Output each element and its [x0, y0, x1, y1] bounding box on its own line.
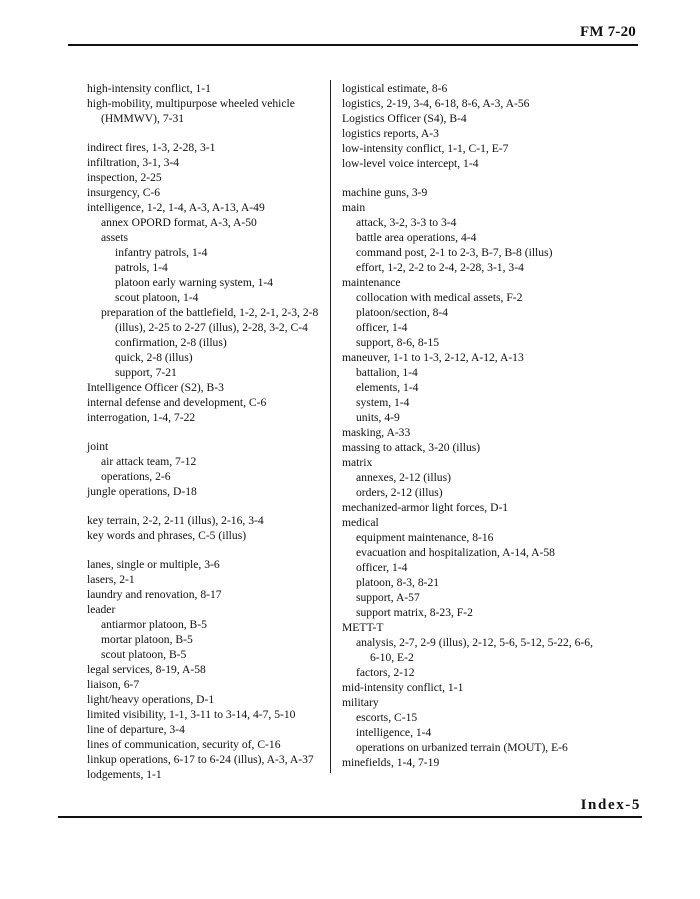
index-entry: key words and phrases, C-5 (illus)	[87, 529, 247, 542]
index-entry: minefields, 1-4, 7-19	[342, 756, 440, 769]
index-subentry: intelligence, 1-4	[356, 726, 432, 739]
index-subentry: operations, 2-6	[101, 470, 171, 483]
index-entry: main	[342, 201, 366, 214]
index-entry: legal services, 8-19, A-58	[87, 663, 206, 676]
index-entry: inspection, 2-25	[87, 171, 162, 184]
index-subentry: support matrix, 8-23, F-2	[356, 606, 473, 619]
index-entry: limited visibility, 1-1, 3-11 to 3-14, 4-7, 5-10	[87, 708, 296, 721]
index-entry: mid-intensity conflict, 1-1	[342, 681, 464, 694]
index-entry: Intelligence Officer (S2), B-3	[87, 381, 224, 394]
index-entry: high-intensity conflict, 1-1	[87, 82, 211, 95]
index-subentry: support, 7-21	[115, 366, 177, 379]
index-subentry: assets	[101, 231, 129, 244]
index-entry: mechanized-armor light forces, D-1	[342, 501, 509, 514]
header-rule	[68, 44, 638, 46]
index-subentry: officer, 1-4	[356, 561, 408, 574]
index-subentry: scout platoon, 1-4	[115, 291, 199, 304]
index-entry: laundry and renovation, 8-17	[87, 588, 222, 601]
index-subentry: elements, 1-4	[356, 381, 419, 394]
index-subentry: system, 1-4	[356, 396, 410, 409]
index-subentry: battalion, 1-4	[356, 366, 418, 379]
index-entry: maintenance	[342, 276, 401, 289]
index-subentry: attack, 3-2, 3-3 to 3-4	[356, 216, 457, 229]
index-entry: matrix	[342, 456, 373, 469]
index-entry: Logistics Officer (S4), B-4	[342, 112, 467, 125]
index-subentry: scout platoon, B-5	[101, 648, 187, 661]
index-subentry: platoon/section, 8-4	[356, 306, 449, 319]
index-subentry: annex OPORD format, A-3, A-50	[101, 216, 257, 229]
index-column-right	[342, 81, 600, 770]
column-divider	[330, 80, 331, 773]
index-entry: liaison, 6-7	[87, 678, 140, 691]
index-subentry: equipment maintenance, 8-16	[356, 531, 494, 544]
index-entry: machine guns, 3-9	[342, 186, 428, 199]
index-subentry: support, 8-6, 8-15	[356, 336, 440, 349]
footer-rule	[58, 816, 642, 818]
index-subentry: air attack team, 7-12	[101, 455, 197, 468]
index-subentry: effort, 1-2, 2-2 to 2-4, 2-28, 3-1, 3-4	[356, 261, 524, 274]
index-subentry: support, A-57	[356, 591, 420, 604]
index-entry: high-mobility, multipurpose wheeled vehicle (HMMWV), 7-31	[87, 97, 295, 125]
index-entry: low-level voice intercept, 1-4	[342, 157, 479, 170]
index-subentry: escorts, C-15	[356, 711, 418, 724]
index-subentry: antiarmor platoon, B-5	[101, 618, 207, 631]
index-entry: line of departure, 3-4	[87, 723, 185, 736]
index-entry: interrogation, 1-4, 7-22	[87, 411, 196, 424]
index-subentry: evacuation and hospitalization, A-14, A-58	[356, 546, 555, 559]
index-subentry: patrols, 1-4	[115, 261, 168, 274]
index-subentry: analysis, 2-7, 2-9 (illus), 2-12, 5-6, 5-12, 5-22, 6-6, 6-10, E-2	[356, 636, 593, 664]
index-subentry: confirmation, 2-8 (illus)	[115, 336, 227, 349]
index-subentry: battle area operations, 4-4	[356, 231, 477, 244]
index-entry: maneuver, 1-1 to 1-3, 2-12, A-12, A-13	[342, 351, 524, 364]
index-subentry: platoon early warning system, 1-4	[115, 276, 274, 289]
index-entry: jungle operations, D-18	[87, 485, 197, 498]
index-entry: intelligence, 1-2, 1-4, A-3, A-13, A-49	[87, 201, 265, 214]
index-entry: massing to attack, 3-20 (illus)	[342, 441, 481, 454]
index-subentry: quick, 2-8 (illus)	[115, 351, 193, 364]
index-entry: light/heavy operations, D-1	[87, 693, 215, 706]
index-entry: insurgency, C-6	[87, 186, 161, 199]
document-designation: FM 7-20	[580, 24, 636, 40]
index-subentry: preparation of the battlefield, 1-2, 2-1, 2-3, 2-8 (illus), 2-25 to 2-27 (illus), 2-28, 3-2, C-4	[101, 306, 319, 334]
index-entry: key terrain, 2-2, 2-11 (illus), 2-16, 3-4	[87, 514, 264, 527]
index-entry: masking, A-33	[342, 426, 411, 439]
index-subentry: operations on urbanized terrain (MOUT), E-6	[356, 741, 568, 754]
index-entry: medical	[342, 516, 379, 529]
index-entry: logistical estimate, 8-6	[342, 82, 448, 95]
index-entry: infiltration, 3-1, 3-4	[87, 156, 180, 169]
index-subentry: collocation with medical assets, F-2	[356, 291, 523, 304]
page-number: Index-5	[580, 797, 641, 813]
index-subentry: officer, 1-4	[356, 321, 408, 334]
index-entry: lanes, single or multiple, 3-6	[87, 558, 220, 571]
index-entry: linkup operations, 6-17 to 6-24 (illus), A-3, A-37	[87, 753, 314, 766]
index-entry: lasers, 2-1	[87, 573, 135, 586]
index-entry: METT-T	[342, 621, 384, 634]
index-entry: internal defense and development, C-6	[87, 396, 267, 409]
index-entry: logistics reports, A-3	[342, 127, 439, 140]
index-subentry: orders, 2-12 (illus)	[356, 486, 443, 499]
index-entry: lodgements, 1-1	[87, 768, 162, 781]
index-entry: military	[342, 696, 379, 709]
index-entry: lines of communication, security of, C-16	[87, 738, 281, 751]
index-subentry: mortar platoon, B-5	[101, 633, 193, 646]
index-subentry: annexes, 2-12 (illus)	[356, 471, 451, 484]
index-entry: leader	[87, 603, 116, 616]
index-subentry: factors, 2-12	[356, 666, 415, 679]
index-entry: low-intensity conflict, 1-1, C-1, E-7	[342, 142, 509, 155]
index-entry: indirect fires, 1-3, 2-28, 3-1	[87, 141, 216, 154]
index-subentry: platoon, 8-3, 8-21	[356, 576, 440, 589]
index-entry: logistics, 2-19, 3-4, 6-18, 8-6, A-3, A-56	[342, 97, 530, 110]
index-column-left	[87, 81, 319, 782]
index-subentry: command post, 2-1 to 2-3, B-7, B-8 (illus)	[356, 246, 553, 259]
index-entry: joint	[87, 440, 109, 453]
index-subentry: units, 4-9	[356, 411, 400, 424]
index-subentry: infantry patrols, 1-4	[115, 246, 208, 259]
